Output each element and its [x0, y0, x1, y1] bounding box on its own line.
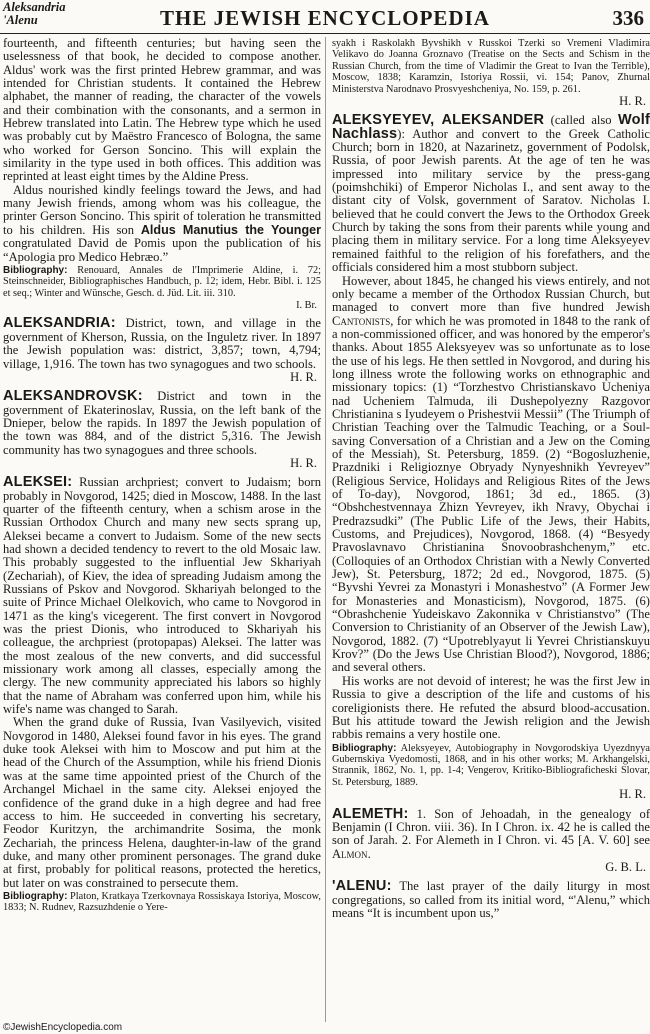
bibliography-aleksei-continued: syakh i Raskolakh Byvshikh v Russkoi Tzerki so Vremeni Vladimira Velikavo do Joanna Groznavo (Treatise on the Sects and Schism in the Russian Church, from the time of Vladimir the Great to Ivan the Terrible), Moscow, 1838; Karamzin, Istoriya Rossii, vi. 154; Panov, Zhurnal Ministerstva Narodnavo Prosvyeshcheniya, No. 159, p. 261.	[332, 38, 650, 95]
running-head-last: 'Alenu	[3, 13, 38, 27]
aldus-paragraph-1: fourteenth, and fifteenth centuries; but having seen the uselessness of that book, he decided to compose another. Aldus' work was the first printed Hebrew grammar, and was intended for Christian students. It contained the Hebrew alphabet, the manner of reading, the character of the vowels and their combination with the consonants, and a sermon in Hebrew translated into Latin. The Hebrew type which he used was probably cut by Maëstro Francesco of Bologna, the same who worked for Gerson Soncino. This will explain the similarity in the type used in both offices. This addition was reprinted at least eight times by the Aldine Press.	[3, 36, 321, 184]
entry-aleksyeyev: ALEKSYEYEV, ALEKSANDER (called also Wolf Nachlass): Author and convert to the Greek Catholic Church; born in 1820, at Nazarinetz, government of Podolsk, Russia, of poor Jewish parents. At the age of ten he was impressed into military service by the press-gang (poimshchiki) of Emperor Nicholas I., and sent away to the distant city of Volsk, government of Saratov. Nicholas I. believed that he could convert the Jews to the Orthodox Greek Church by taking the sons from their parents while young and placing them in military service. For a long time Aleksyeyev remained faithful to the religion of his forefathers, and the officials considered him a most stubborn subject.	[332, 112, 650, 275]
left-column	[3, 37, 321, 914]
entry-aleksei: ALEKSEI: Russian archpriest; convert to Judaism; born probably in Novgorod, 1425; died in Moscow, 1488. In the last quarter of the fifteenth century, when a schism arose in the Russian Orthodox Church and many new sects sprang up, Aleksei became a convert to Judaism. Some of the new sects had shown a decided tendency to revert to the old Mosaic law. This probably suggested to the influential Jew Skhariyah (Zechariah), of Kiev, the idea of spreading Judaism among the Russians of Pskov and Novgorod. Skhariyah belonged to the suite of Prince Michael Olelkovich, who came to Novgorod in 1471 as the king's vicegerent. The first convert in Novgorod was the priest Dionis, who introduced to Skhariyah his colleague, the archpriest (protopapas) Aleksei. The latter was the most zealous of the new converts, and did successful missionary work among all classes, especially among the clergy. The new community appreciated his labors so highly that the name of Abraham was conferred upon him, while his wife's name was changed to Sarah.	[3, 474, 321, 717]
footer-watermark: ©JewishEncyclopedia.com	[3, 1022, 123, 1033]
headword-aleksandrovsk: ALEKSANDROVSK:	[3, 388, 143, 405]
headword-aleksei: ALEKSEI:	[3, 474, 73, 491]
header-rule	[0, 33, 650, 34]
bibliography-aldus: Bibliography: Renouard, Annales de l'Imprimerie Aldine, i. 72; Steinschneider, Bibliographisches Handbuch, p. 12; idem, Hebr. Bibl. i. 125 et seq.; Winter and Wünsche, Gesch. d. Jüd. Lit. iii. 310.	[3, 264, 321, 299]
right-column	[332, 37, 650, 920]
aleksyeyev-paragraph-2: However, about 1845, he changed his views entirely, and not only became a member of the Orthodox Russian Church, but managed to convert more than five hundred Jewish Cantonists, for which he was promoted in 1848 to the rank of a non-commissioned officer, and was honored by the emperor's thanks. About 1855 Aleksyeyev was so unfortunate as to lose the use of his legs. He then settled in Novgorod, and during his long illness wrote the following works on ethnographic and missionary topics: (1) “Torzhestvo Christianskavo Ucheniya nad Ucheniem Talmuda, ili Dushepolyezny Razgovor Christianina s Iyudeyem o Prishestvii Messii” (The Triumph of Christian Teaching over the Talmudic Teaching, or a Soul-saving Conversation of a Christian and a Jew on the Coming of the Messiah), St. Petersburg, 1859. (2) “Bogosluzhenie, Prazdniki i Religioznye Obryady Nynyeshnikh Yevreyev” (Religious Service, Holidays and Religious Rites of the Jews of To-day), Novgorod, 1861; 3d ed., 1865. (3) “Obshchestvennaya Zhizn Yevreyev, ikh Nravy, Obychai i Predrazsudki” (The Public Life of the Jews, their Habits, Customs, and Prejudices), Novgorod, 1868. (4) “Besyedy Pravoslavnavo Christianina Snovoobrashchenym,” etc. (Colloquies of an Orthodox Christian with a Newly Converted Jew), St. Petersburg, 1872; 2d ed., Novgorod, 1875. (5) “Byvshi Yevrei za Monastyri i Monashestvo” (A Former Jew for Monasteries and Monasticism), Novgorod, 1875. (6) “Obrashchenie Yudeiskavo Zakonnika v Christianstvo” (The Conversion to Christianity of an Observer of the Jewish Law), Novgorod, 1882. (7) “Upotreblyayut li Yevrei Christianskuyu Krov?” (Do the Jews Use Christian Blood?), Novgorod, 1886; and several others.	[332, 273, 650, 675]
page-header	[0, 0, 650, 34]
entry-aleksandria: ALEKSANDRIA: District, town, and village in the government of Kherson, Russia, on the Inguletz river. In 1897 the Jewish population was: district, 3,857; town, 4,794; village, 1,916. The town has two synagogues and two schools.	[3, 315, 321, 371]
running-head-first: Aleksandria	[3, 0, 66, 14]
almon-link[interactable]: Almon	[332, 846, 368, 861]
entry-alenu: 'ALENU: The last prayer of the daily liturgy in most congregations, so called from its initial word, “'Alenu,” which means “It is incumbent upon us,”	[332, 878, 650, 920]
aldus-younger-name: Aldus Manutius the Younger	[140, 222, 321, 237]
alias-wolf-nachlass: Wolf Nachlass	[332, 112, 650, 142]
entry-alemeth: ALEMETH: 1. Son of Jehoadah, in the genealogy of Benjamin (I Chron. viii. 36). In I Chron. ix. 42 he is called the son of Jarah. 2. For Alemeth in I Chron. vi. 45 [A. V. 60] see Almon.	[332, 805, 650, 861]
bibliography-aleksei: Bibliography: Platon, Kratkaya Tzerkovnaya Rossiskaya Istoriya, Moscow, 1833; N. Rudnev, Razsuzhdenie o Yere-	[3, 890, 321, 914]
bibliography-aleksyeyev: Bibliography: Aleksyeyev, Autobiography in Novgorodskiya Uyezdnyya Gubernskiya Vyedomosti, 1868, and in his other works; M. Arkhangelski, Strannik, 1862, No. 1, pp. 1-4; Vengerov, Kritiko-Bibliograficheski Slovar, St. Petersburg, 1889.	[332, 742, 650, 788]
aleksyeyev-paragraph-3: His works are not devoid of interest; he was the first Jew in Russia to give a description of the life and customs of his coreligionists there. He refuted the absurd blood-accusation. But his attitude toward the Jewish religion and the Jewish rabbis remains a very hostile one.	[332, 673, 650, 742]
headword-aleksyeyev: ALEKSYEYEV, ALEKSANDER	[332, 112, 545, 129]
headword-alenu: 'ALENU:	[332, 878, 392, 895]
aldus-paragraph-2: Aldus nourished kindly feelings toward the Jews, and had many Jewish friends, among whom was his colleague, the printer Gerson Soncino. This spirit of toleration he transmitted to his children. His son Aldus Manutius the Younger congratulated David de Pomis upon the publication of his “Apologia pro Medico Hebræo.”	[3, 182, 321, 264]
column-divider	[325, 37, 326, 1022]
signature-aleksyeyev: H. R.	[619, 787, 646, 802]
signature-aleksandrovsk: H. R.	[290, 455, 317, 470]
page-title: THE JEWISH ENCYCLOPEDIA	[160, 6, 490, 30]
signature-aleksei: H. R.	[619, 94, 646, 109]
cantonists-link[interactable]: Cantonists	[332, 313, 391, 328]
signature-alemeth: G. B. L.	[605, 859, 646, 874]
signature-aldus: I. Br.	[296, 300, 317, 312]
entry-aleksandrovsk: ALEKSANDROVSK: District and town in the government of Ekaterinoslav, Russia, on the left bank of the Dnieper, below the rapids. In 1897 the Jewish population of the town was 884, and of the district 5,316. The Jewish community has two synagogues and three schools.	[3, 388, 321, 457]
aleksei-paragraph-2: When the grand duke of Russia, Ivan Vasilyevich, visited Novgorod in 1480, Aleksei found favor in his eyes. The grand duke took Aleksei with him to Moscow and put him at the head of the Church of the Assumption, while his friend Dionis was at the same time appointed priest of the Church of the Archangel Michael in the same city. Aleksei enjoyed the confidence of the grand duke in a high degree and had free access to him. He succeeded in converting his secretary, Feodor Kuritzyn, the archimandrite Sosima, the monk Zechariah, the princess Helena, daughter-in-law of the grand duke, and many other prominent personages. The grand duke at first, probably for political reasons, protected the heretics, but later on was constrained to persecute them.	[3, 715, 321, 890]
headword-aleksandria: ALEKSANDRIA:	[3, 315, 116, 332]
headword-alemeth: ALEMETH:	[332, 805, 409, 822]
signature-aleksandria: H. R.	[290, 369, 317, 384]
page-number: 336	[612, 6, 644, 30]
